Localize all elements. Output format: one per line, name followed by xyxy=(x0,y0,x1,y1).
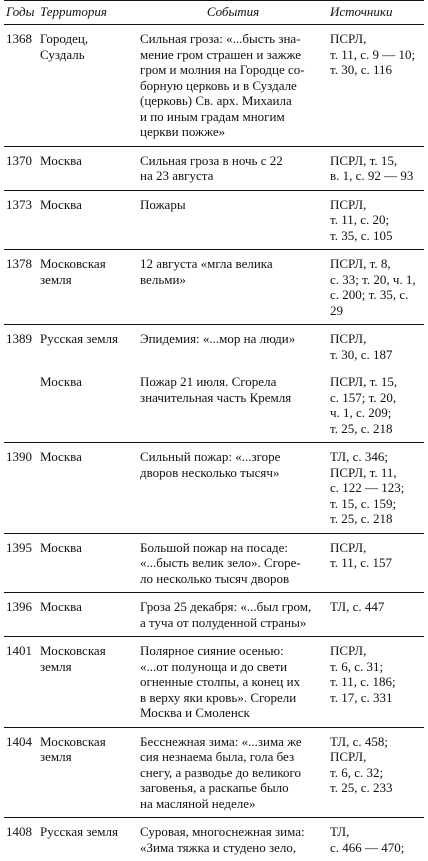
cell-source: ТЛ, с. 466 — 470; xyxy=(328,818,424,861)
cell-event: Сильный пожар: «...згоре дворов несколько тысяч» xyxy=(138,443,328,534)
cell-event: Полярное сияние осенью: «...от полуноща и до свети огненные столпы, а конец их в верху яки кровь». Сгорели Москва и Смоленск xyxy=(138,637,328,728)
cell-year xyxy=(4,368,38,443)
cell-year: 1373 xyxy=(4,190,38,250)
table-row xyxy=(4,443,424,534)
table-row xyxy=(4,25,424,147)
header-territory: Территория xyxy=(38,1,138,25)
cell-event: 12 августа «мгла велика вельми» xyxy=(138,250,328,325)
cell-territory: Московская земля xyxy=(38,250,138,325)
cell-source: ТЛ, с. 346; ПСРЛ, т. 11, с. 122 — 123; т. 15, с. 159; т. 25, с. 218 xyxy=(328,443,424,534)
table-row xyxy=(4,637,424,728)
table-body xyxy=(4,25,424,861)
cell-territory: Москва xyxy=(38,146,138,190)
table-row xyxy=(4,325,424,369)
cell-event: Сильная гроза: «...бысть зна- мение гром страшен и зажже гром и молния на Городце со- борную церковь и в Суздале (церковь) Св. арх. Михаила и по иным градам многим церкви пожже» xyxy=(138,25,328,147)
cell-event: Пожары xyxy=(138,190,328,250)
cell-source: ТЛ, с. 458; ПСРЛ, т. 6, с. 32; т. 25, с. 233 xyxy=(328,727,424,818)
cell-territory: Москва xyxy=(38,190,138,250)
cell-source: ПСРЛ, т. 30, с. 187 xyxy=(328,325,424,369)
cell-territory: Московская земля xyxy=(38,637,138,728)
cell-year: 1370 xyxy=(4,146,38,190)
cell-territory: Москва xyxy=(38,368,138,443)
table-header xyxy=(4,1,424,25)
table-row xyxy=(4,190,424,250)
cell-source: ПСРЛ, т. 8, с. 33; т. 20, ч. 1, с. 200; т. 35, с. 29 xyxy=(328,250,424,325)
header-sources: Источники xyxy=(328,1,424,25)
cell-source: ПСРЛ, т. 11, с. 9 — 10; т. 30, с. 116 xyxy=(328,25,424,147)
cell-territory: Русская земля xyxy=(38,818,138,861)
cell-territory: Москва xyxy=(38,593,138,637)
table-row xyxy=(4,146,424,190)
cell-year: 1389 xyxy=(4,325,38,369)
cell-source: ПСРЛ, т. 15, в. 1, с. 92 — 93 xyxy=(328,146,424,190)
cell-event: Большой пожар на посаде: «...бысть велик зело». Сгоре- ло несколько тысяч дворов xyxy=(138,533,328,593)
cell-source: ТЛ, с. 447 xyxy=(328,593,424,637)
cell-source: ПСРЛ, т. 11, с. 20; т. 35, с. 105 xyxy=(328,190,424,250)
cell-territory: Городец, Суздаль xyxy=(38,25,138,147)
table-row xyxy=(4,818,424,861)
cell-event: Гроза 25 декабря: «...был гром, а туча от полуденной страны» xyxy=(138,593,328,637)
cell-territory: Москва xyxy=(38,443,138,534)
cell-year: 1395 xyxy=(4,533,38,593)
cell-year: 1368 xyxy=(4,25,38,147)
cell-event: Эпидемия: «...мор на люди» xyxy=(138,325,328,369)
cell-source: ПСРЛ, т. 6, с. 31; т. 11, с. 186; т. 17, с. 331 xyxy=(328,637,424,728)
cell-year: 1396 xyxy=(4,593,38,637)
cell-year: 1404 xyxy=(4,727,38,818)
cell-event: Суровая, многоснежная зима: «Зима тяжка и студено зело, xyxy=(138,818,328,861)
table-row xyxy=(4,593,424,637)
cell-year: 1390 xyxy=(4,443,38,534)
cell-event: Пожар 21 июля. Сгорела значительная часть Кремля xyxy=(138,368,328,443)
cell-year: 1401 xyxy=(4,637,38,728)
cell-event: Сильная гроза в ночь с 22 на 23 августа xyxy=(138,146,328,190)
header-year: Годы xyxy=(4,1,38,25)
header-events: События xyxy=(138,1,328,25)
cell-year: 1378 xyxy=(4,250,38,325)
header-row xyxy=(4,1,424,25)
cell-territory: Московская земля xyxy=(38,727,138,818)
cell-source: ПСРЛ, т. 15, с. 157; т. 20, ч. 1, с. 209; т. 25, с. 218 xyxy=(328,368,424,443)
table-row xyxy=(4,727,424,818)
cell-event: Бесснежная зима: «...зима же сия незнаема была, гола без снегу, а разводье до великого заговенья, а раскапье было на масляной неделе» xyxy=(138,727,328,818)
cell-source: ПСРЛ, т. 11, с. 157 xyxy=(328,533,424,593)
table-row xyxy=(4,250,424,325)
chronicle-table xyxy=(4,0,424,861)
cell-territory: Москва xyxy=(38,533,138,593)
table-row xyxy=(4,533,424,593)
cell-territory: Русская земля xyxy=(38,325,138,369)
cell-year: 1408 xyxy=(4,818,38,861)
table-row xyxy=(4,368,424,443)
